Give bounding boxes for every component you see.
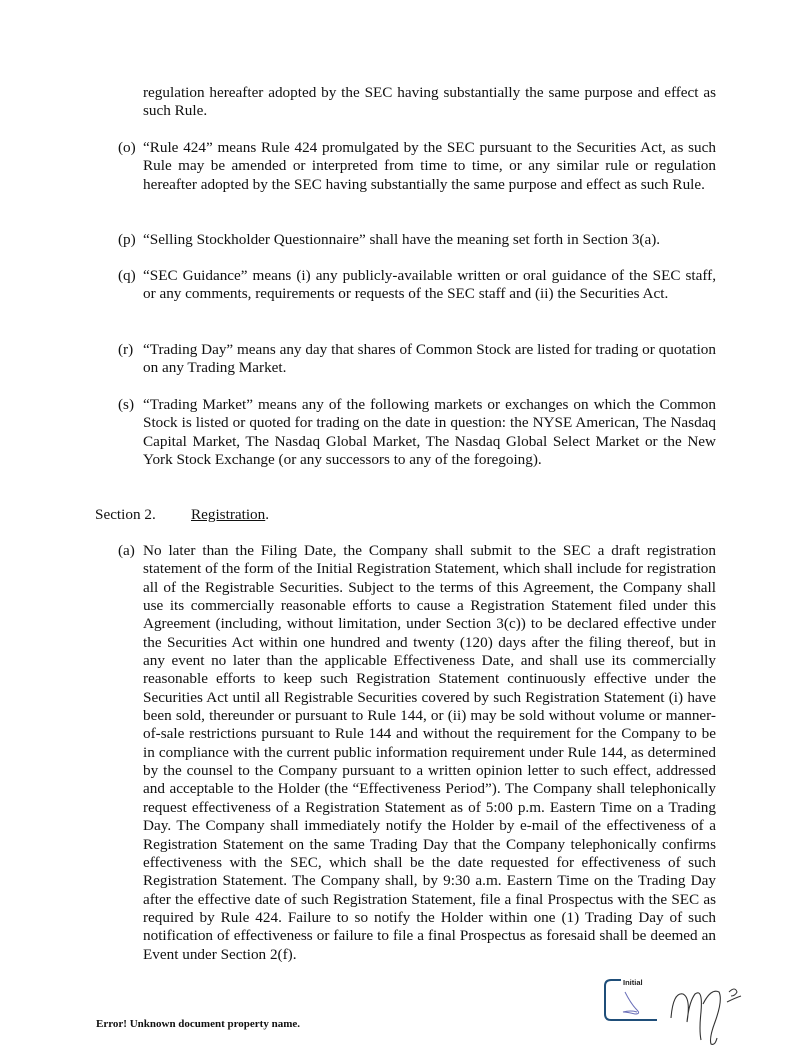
definition-q [118,267,716,304]
continuation-paragraph: regulation hereafter adopted by the SEC having substantially the same purpose and effect as such Rule. [143,84,716,120]
clause-text: No later than the Filing Date, the Company shall submit to the SEC a draft registration statement of the form of the Initial Registration Statement, which shall include for registration all of the Registrable Securities. Subject to the terms of this Agreement, the Company shall use its commercially reasonable efforts to cause a Registration Statement filed under this Agreement (including, without limitation, under Section 3(c)) to be declared effective under the Securities Act within one hundred and twenty (120) days after the filing thereof, but in any event no later than the applicable Effectiveness Date, and shall use its commercially reasonable efforts to keep such Registration Statement continuously effective under the Securities Act until all Registrable Securities covered by such Registration Statement (i) have been sold, thereunder or pursuant to Rule 144, or (ii) may be sold without volume or manner-of-sale restrictions pursuant to Rule 144 and without the requirement for the Company to be in compliance with the current public information requirement under Rule 144, as determined by the counsel to the Company pursuant to a written opinion letter to such effect, addressed and acceptable to the Holder (the “Effectiveness Period”). The Company shall telephonically request effectiveness of a Registration Statement as of 5:00 p.m. Eastern Time on a Trading Day. The Company shall immediately notify the Holder by e-mail of the effectiveness of a Registration Statement on the same Trading Day that the Company telephonically confirms effectiveness with the SEC, which shall be the date requested for effectiveness of such Registration Statement. The Company shall, by 9:30 a.m. Eastern Time on the Trading Day after the effective date of such Registration Statement, file a final Prospectus with the SEC as required by Rule 424. Failure to so notify the Holder within one (1) Trading Day of such notification of effectiveness or failure to file a final Prospectus as foresaid shall be deemed an Event under Section 2(f). [143,542,716,963]
section-title-suffix: . [265,506,270,523]
section-heading [95,506,269,524]
definition-label: (s) [118,396,135,413]
definition-text: “SEC Guidance” means (i) any publicly-available written or oral guidance of the SEC staff, or any comments, requirements or requests of the SEC staff and (ii) the Securities Act. [143,267,716,303]
definition-label: (o) [118,139,136,156]
initial-label: Initial [623,978,643,987]
definition-s [118,396,716,469]
clause-label: (a) [118,542,135,559]
definition-r [118,341,716,378]
definition-label: (r) [118,341,134,358]
section-title: Registration [191,506,266,523]
definition-text: “Rule 424” means Rule 424 promulgated by the SEC pursuant to the Securities Act, as such Rule may be amended or interpreted from time to time, or any similar rule or regulation hereafter adopted by the SEC having substantially the same purpose and effect as such Rule. [143,139,716,193]
footer-text: Error! Unknown document property name. [96,1018,301,1030]
definition-o [118,139,716,194]
section-number: Section 2. [95,506,156,523]
definition-text: “Trading Market” means any of the following markets or exchanges on which the Common Stock is listed or quoted for trading on the date in question: the NYSE American, The Nasdaq Capital Market, The Nasdaq Global Market, The Nasdaq Global Select Market or the New York Stock Exchange (or any successors to any of the foregoing). [143,396,716,469]
signature-icon [665,982,775,1048]
definition-label: (q) [118,267,136,284]
definition-label: (p) [118,231,136,248]
clause-a [118,542,716,964]
definition-text: “Selling Stockholder Questionnaire” shall have the meaning set forth in Section 3(a). [143,231,661,248]
definition-text: “Trading Day” means any day that shares of Common Stock are listed for trading or quotation on any Trading Market. [143,341,716,377]
definition-p [118,231,716,249]
